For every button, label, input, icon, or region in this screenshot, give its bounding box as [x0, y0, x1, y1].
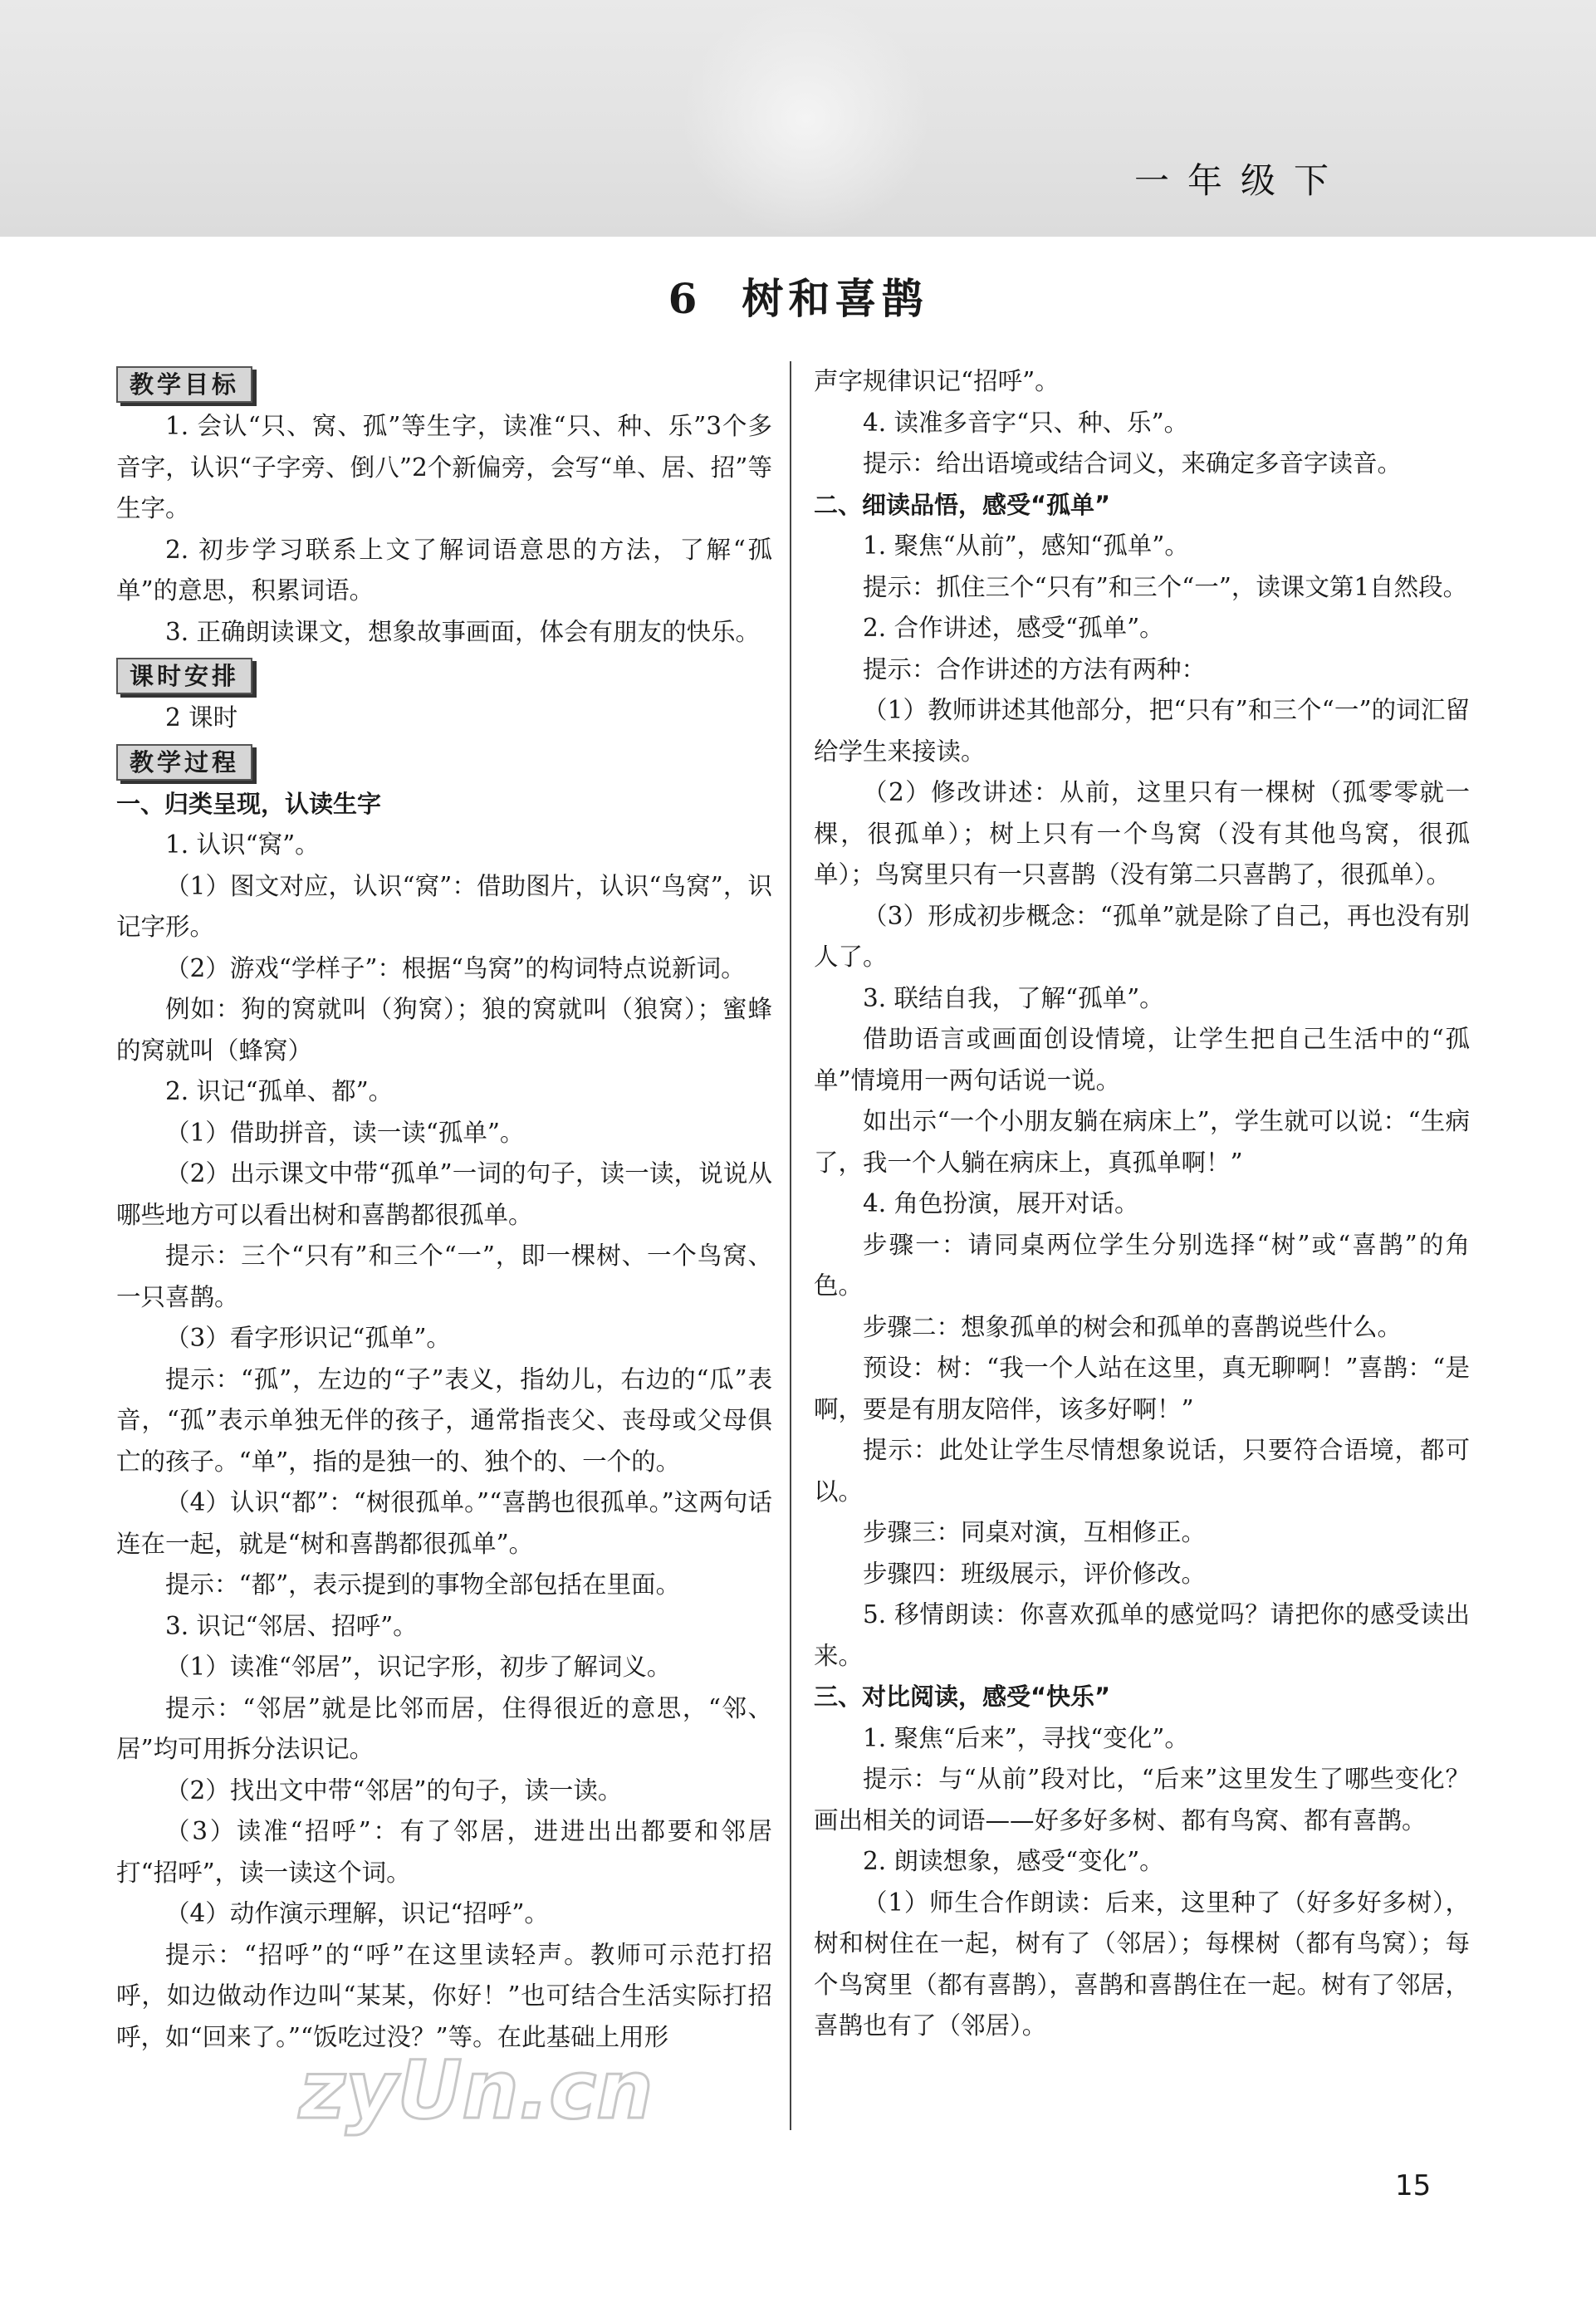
paragraph: 提示：“都”，表示提到的事物全部包括在里面。 — [165, 1570, 681, 1599]
section-heading-1: 一、归类呈现，认读生字 — [116, 789, 382, 818]
watermark-stamp — [291, 2039, 689, 2138]
paragraph: 提示：“孤”，左边的“子”表义，指幼儿，右边的“瓜”表音，“孤”表示单独无伴的孩子，通常指丧父、丧母或父母俱亡的孩子。“单”，指的是独一的、独个的、一个的。 — [116, 1364, 772, 1476]
paragraph: 1. 认识“窝”。 — [165, 830, 320, 859]
left-column — [116, 361, 772, 2058]
paragraph: 2. 识记“孤单、都”。 — [165, 1077, 394, 1105]
paragraph: （1）教师讲述其他部分，把“只有”和三个“一”的词汇留给学生来接读。 — [814, 696, 1470, 766]
teaching-goals-heading: 教学目标 — [116, 366, 252, 403]
right-column — [814, 361, 1470, 2047]
paragraph: （1）读准“邻居”，识记字形，初步了解词义。 — [165, 1653, 672, 1681]
paragraph: 提示：与“从前”段对比，“后来”这里发生了哪些变化？画出相关的词语——好多好多树、都有鸟窝、都有喜鹊。 — [814, 1765, 1470, 1834]
paragraph: 4. 读准多音字“只、种、乐”。 — [863, 408, 1189, 437]
lesson-number: 6 — [668, 274, 703, 323]
paragraph: 3. 识记“邻居、招呼”。 — [165, 1611, 418, 1640]
paragraph: 例如：狗的窝就叫（狗窝）；狼的窝就叫（狼窝）；蜜蜂的窝就叫（蜂窝） — [116, 995, 772, 1065]
paragraph: （2）游戏“学样子”：根据“鸟窝”的构词特点说新词。 — [165, 953, 746, 982]
paragraph: 提示：此处让学生尽情想象说话，只要符合语境，都可以。 — [814, 1436, 1470, 1506]
paragraph: 提示：抓住三个“只有”和三个“一”，读课文第1自然段。 — [863, 572, 1468, 601]
paragraph: 如出示“一个小朋友躺在病床上”，学生就可以说：“生病了，我一个人躺在病床上，真孤单啊！” — [814, 1107, 1470, 1177]
paragraph: （1）借助拼音，读一读“孤单”。 — [165, 1118, 525, 1147]
paragraph: 4. 角色扮演，展开对话。 — [863, 1189, 1139, 1217]
schedule-text: 2 课时 — [165, 703, 238, 732]
paragraph: 步骤一：请同桌两位学生分别选择“树”或“喜鹊”的角色。 — [814, 1230, 1470, 1300]
paragraph: 步骤三：同桌对演，互相修正。 — [863, 1518, 1207, 1546]
paragraph: 提示：“招呼”的“呼”在这里读轻声。教师可示范打招呼，如边做动作边叫“某某，你好！”也可结合生活实际打招呼，如“回来了。”“饭吃过没？”等。在此基础上用形 — [116, 1940, 772, 2051]
header-shade — [681, 0, 930, 237]
process-heading: 教学过程 — [116, 744, 252, 781]
paragraph: （1）师生合作朗读：后来，这里种了（好多好多树），树和树住在一起，树有了（邻居）；每棵树（都有鸟窝）；每个鸟窝里（都有喜鹊），喜鹊和喜鹊住在一起。树有了邻居，喜鹊也有了（邻居）。 — [814, 1888, 1470, 2040]
watermark-text: zyUn.cn — [299, 2044, 654, 2137]
paragraph: 2. 朗读想象，感受“变化”。 — [863, 1847, 1164, 1875]
paragraph: 借助语言或画面创设情境，让学生把自己生活中的“孤单”情境用一两句话说一说。 — [814, 1025, 1470, 1095]
paragraph: 提示：三个“只有”和三个“一”，即一棵树、一个鸟窝、一只喜鹊。 — [116, 1242, 772, 1311]
paragraph: 提示：给出语境或结合词义，来确定多音字读音。 — [863, 449, 1403, 478]
lesson-title-text: 树和喜鹊 — [742, 274, 928, 323]
header-band — [0, 0, 1596, 237]
paragraph: （1）图文对应，认识“窝”：借助图片，认识“鸟窝”，识记字形。 — [116, 871, 772, 941]
section-heading-3: 三、对比阅读，感受“快乐” — [814, 1683, 1111, 1711]
paragraph: 声字规律识记“招呼”。 — [814, 367, 1060, 395]
paragraph: 1. 聚焦“后来”，寻找“变化”。 — [863, 1723, 1189, 1752]
paragraph: 步骤四：班级展示，评价修改。 — [863, 1559, 1207, 1588]
paragraph: （2）出示课文中带“孤单”一词的句子，读一读，说说从哪些地方可以看出树和喜鹊都很孤单。 — [116, 1159, 772, 1229]
paragraph: 1. 聚焦“从前”，感知“孤单”。 — [863, 531, 1189, 560]
paragraph: （3）读准“招呼”：有了邻居，进进出出都要和邻居打“招呼”，读一读这个词。 — [116, 1817, 772, 1887]
paragraph: （2）找出文中带“邻居”的句子，读一读。 — [165, 1776, 623, 1805]
paragraph: 提示：“邻居”就是比邻而居，住得很近的意思，“邻、居”均可用拆分法识记。 — [116, 1693, 772, 1763]
paragraph: （4）认识“都”：“树很孤单。”“喜鹊也很孤单。”这两句话连在一起，就是“树和喜鹊都很孤单”。 — [116, 1488, 772, 1558]
schedule-heading: 课时安排 — [116, 658, 252, 694]
paragraph: （3）形成初步概念：“孤单”就是除了自己，再也没有别人了。 — [814, 901, 1470, 971]
paragraph: 3. 联结自我，了解“孤单”。 — [863, 983, 1164, 1012]
goal-3: 3. 正确朗读课文，想象故事画面，体会有朋友的快乐。 — [165, 617, 761, 646]
paragraph: （3）看字形识记“孤单”。 — [165, 1324, 451, 1352]
paragraph: 预设：树：“我一个人站在这里，真无聊啊！”喜鹊：“是啊，要是有朋友陪伴，该多好啊！” — [814, 1354, 1470, 1423]
column-divider — [790, 361, 791, 2130]
grade-label: 一年级下 — [1133, 160, 1347, 201]
goal-1: 1. 会认“只、窝、孤”等生字，读准“只、种、乐”3个多音字，认识“子字旁、倒八”2个新偏旁，会写“单、居、招”等生字。 — [116, 412, 772, 522]
paragraph: （2）修改讲述：从前，这里只有一棵树（孤零零就一棵，很孤单）；树上只有一个鸟窝（没有其他鸟窝，很孤单）；鸟窝里只有一只喜鹊（没有第二只喜鹊了，很孤单）。 — [814, 778, 1470, 889]
lesson-title — [0, 266, 1596, 326]
paragraph: 2. 合作讲述，感受“孤单”。 — [863, 614, 1164, 642]
paragraph: （4）动作演示理解，识记“招呼”。 — [165, 1899, 549, 1927]
goal-2: 2. 初步学习联系上文了解词语意思的方法，了解“孤单”的意思，积累词语。 — [116, 535, 772, 605]
paragraph: 提示：合作讲述的方法有两种： — [863, 654, 1207, 683]
section-heading-2: 二、细读品悟，感受“孤单” — [814, 490, 1111, 519]
page-number: 15 — [1395, 2169, 1432, 2202]
paragraph: 步骤二：想象孤单的树会和孤单的喜鹊说些什么。 — [863, 1312, 1403, 1341]
paragraph: 5. 移情朗读：你喜欢孤单的感觉吗？请把你的感受读出来。 — [814, 1600, 1470, 1670]
